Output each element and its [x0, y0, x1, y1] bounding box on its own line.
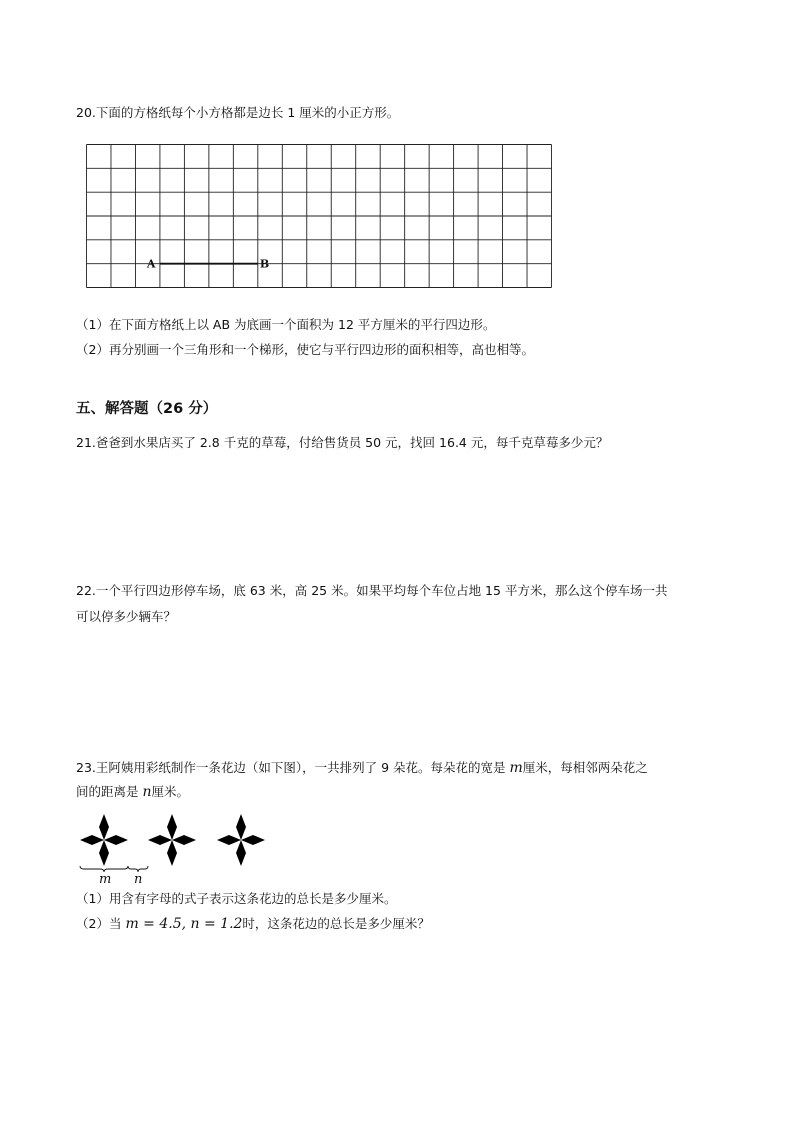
- point-a-label: A: [146, 257, 156, 271]
- point-b-label: B: [259, 257, 270, 271]
- q23-part1: （1）用含有字母的式子表示这条花边的总长是多少厘米。: [76, 891, 397, 906]
- q20-stem: 20.下面的方格纸每个小方格都是边长 1 厘米的小正方形。: [76, 105, 400, 120]
- q23-line2: [76, 783, 189, 801]
- q23-part2-math: m = 4.5, n = 1.2: [125, 916, 243, 932]
- q23-line1-text-b: 厘米，每相邻两朵花之: [522, 760, 648, 775]
- square-grid[interactable]: [86, 144, 552, 288]
- q23-line2-text-a: 间的距离是: [76, 784, 139, 799]
- q20-part2: （2）再分别画一个三角形和一个梯形，使它与平行四边形的面积相等，高也相等。: [76, 342, 534, 357]
- flower-petal: [148, 835, 172, 845]
- flower-petal: [99, 840, 109, 866]
- q20-part1: （1）在下面方格纸上以 AB 为底画一个面积为 12 平方厘米的平行四边形。: [76, 317, 496, 332]
- q23-line1: [76, 759, 648, 777]
- var-n: n: [142, 784, 152, 800]
- brace-label-n: n: [134, 872, 143, 886]
- flower-border-figure: [76, 810, 276, 886]
- flower-1: [80, 814, 128, 866]
- q21-text: 21.爸爸到水果店买了 2.8 千克的草莓，付给售货员 50 元，找回 16.4 元，每千克草莓多少元？: [76, 435, 609, 450]
- brace-label-m: m: [99, 872, 112, 886]
- flower-svg: [76, 810, 276, 886]
- flower-petal: [80, 835, 104, 845]
- var-m: m: [509, 760, 523, 776]
- q22-line1: 22.一个平行四边形停车场，底 63 米，高 25 米。如果平均每个车位占地 15 平方米，那么这个停车场一共: [76, 583, 668, 598]
- flower-petal: [236, 840, 246, 866]
- flower-3: [217, 814, 265, 866]
- flower-petal: [172, 835, 196, 845]
- flower-petal: [99, 814, 109, 840]
- flower-petal: [104, 835, 128, 845]
- flower-2: [148, 814, 196, 866]
- q23-line2-text-b: 厘米。: [151, 784, 190, 799]
- grid-lines: [87, 145, 552, 288]
- q23-part2-text-b: 时，这条花边的总长是多少厘米？: [242, 916, 430, 931]
- q22-line2: 可以停多少辆车？: [76, 609, 177, 624]
- flower-petal: [217, 835, 241, 845]
- q23-line1-text-a: 23.王阿姨用彩纸制作一条花边（如下图），一共排列了 9 朵花。每朵花的宽是: [76, 760, 506, 775]
- q23-part2-text-a: （2）当: [76, 916, 122, 931]
- section-title: 五、解答题（26 分）: [76, 401, 218, 417]
- grid-svg: [86, 144, 552, 288]
- flower-petal: [167, 814, 177, 840]
- flower-petal: [236, 814, 246, 840]
- flower-petal: [167, 840, 177, 866]
- flower-petal: [241, 835, 265, 845]
- q23-part2: [76, 915, 430, 933]
